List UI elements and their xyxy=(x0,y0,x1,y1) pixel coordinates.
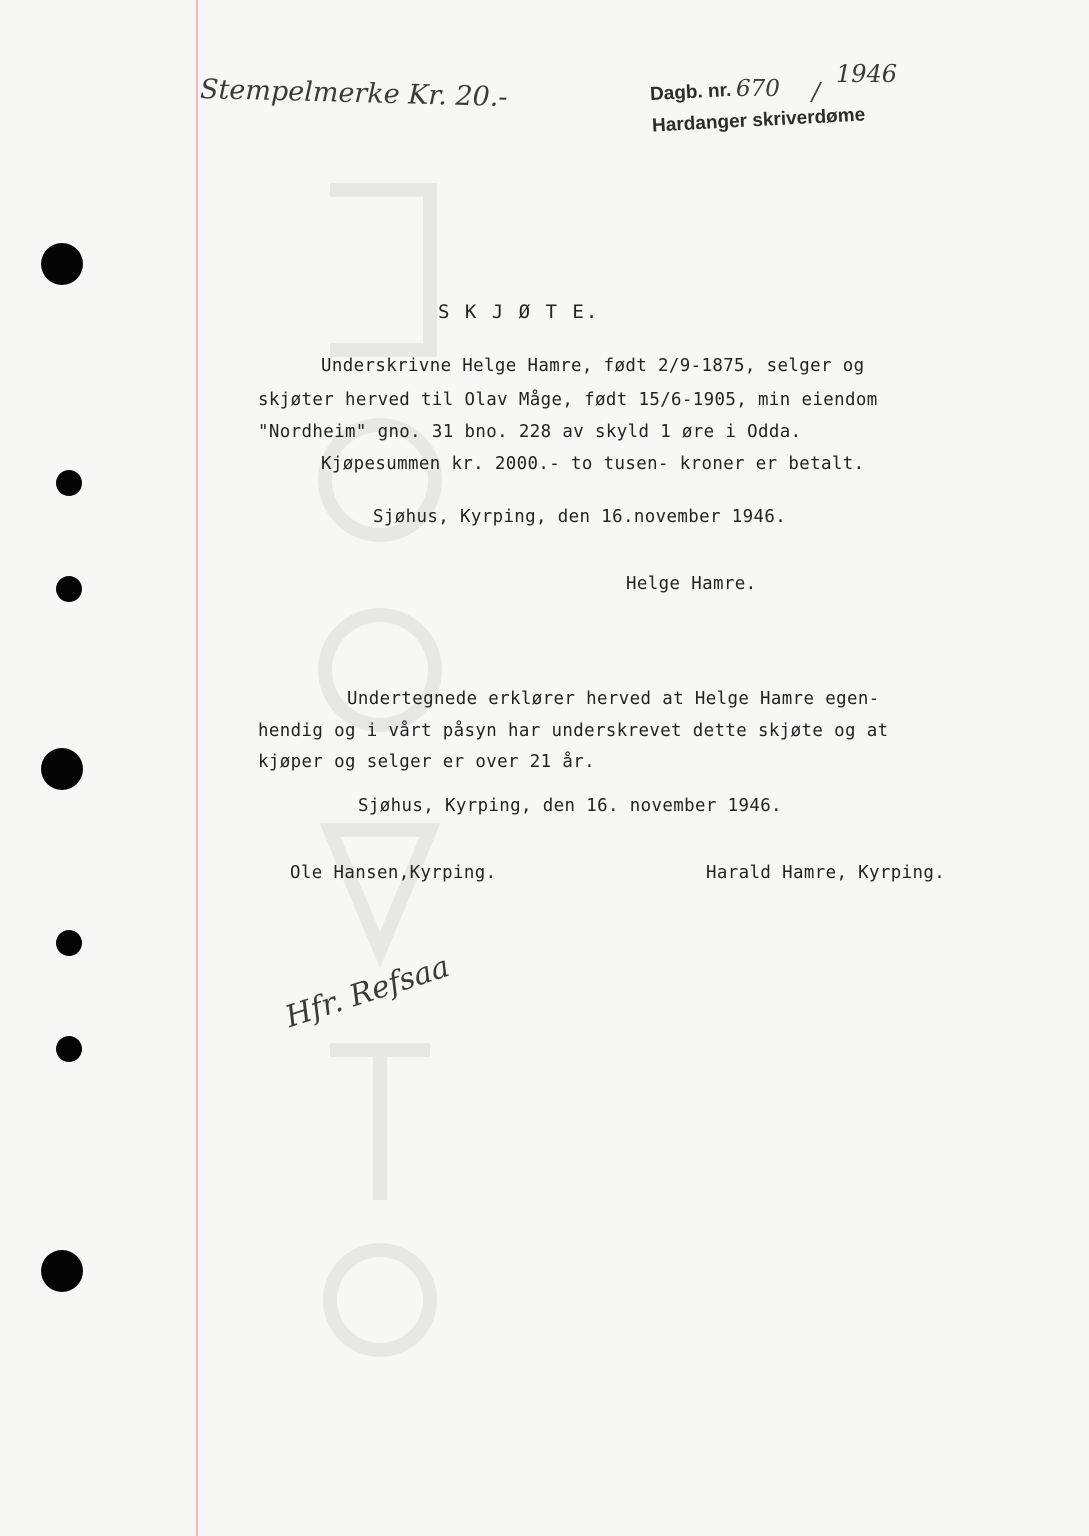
deed-place-date: Sjøhus, Kyrping, den 16.november 1946. xyxy=(373,507,787,527)
witness-line-1: Undertegnede erklører herved at Helge Hamre egen- xyxy=(347,689,880,709)
witness-place-date: Sjøhus, Kyrping, den 16. november 1946. xyxy=(358,796,782,816)
handwritten-initials: Hfr. Refsaa xyxy=(281,949,454,1035)
dagb-number: 670 xyxy=(736,76,780,102)
deed-line-2: skjøter herved til Olav Måge, født 15/6-1905, min eiendom xyxy=(258,390,878,410)
punch-hole xyxy=(56,576,82,602)
punch-hole xyxy=(41,243,83,285)
dagb-year: 1946 xyxy=(836,60,898,88)
background-watermark xyxy=(300,150,460,1400)
dagb-separator: / xyxy=(812,78,821,106)
deed-line-1: Underskrivne Helge Hamre, født 2/9-1875, selger og xyxy=(321,356,865,376)
margin-line xyxy=(196,0,198,1536)
seller-signature: Helge Hamre. xyxy=(626,574,757,594)
office-stamp: Hardanger skriverdøme xyxy=(651,104,866,137)
witness-2: Harald Hamre, Kyrping. xyxy=(706,863,946,883)
punch-hole xyxy=(41,1250,83,1292)
registry-stamp xyxy=(650,60,910,140)
punch-hole xyxy=(56,1036,82,1062)
stamp-fee-note: Stempelmerke Kr. 20.- xyxy=(199,73,508,114)
punch-hole xyxy=(56,470,82,496)
deed-line-4: Kjøpesummen kr. 2000.- to tusen- kroner er betalt. xyxy=(321,454,865,474)
punch-hole xyxy=(41,748,83,790)
document-title: S K J Ø T E. xyxy=(438,301,600,323)
punch-hole xyxy=(56,930,82,956)
deed-line-3: "Nordheim" gno. 31 bno. 228 av skyld 1 øre i Odda. xyxy=(258,422,802,442)
witness-line-2: hendig og i vårt påsyn har underskrevet dette skjøte og at xyxy=(258,721,889,741)
witness-line-3: kjøper og selger er over 21 år. xyxy=(258,752,595,772)
witness-1: Ole Hansen,Kyrping. xyxy=(290,863,497,883)
dagb-prefix: Dagb. nr. xyxy=(649,79,732,106)
